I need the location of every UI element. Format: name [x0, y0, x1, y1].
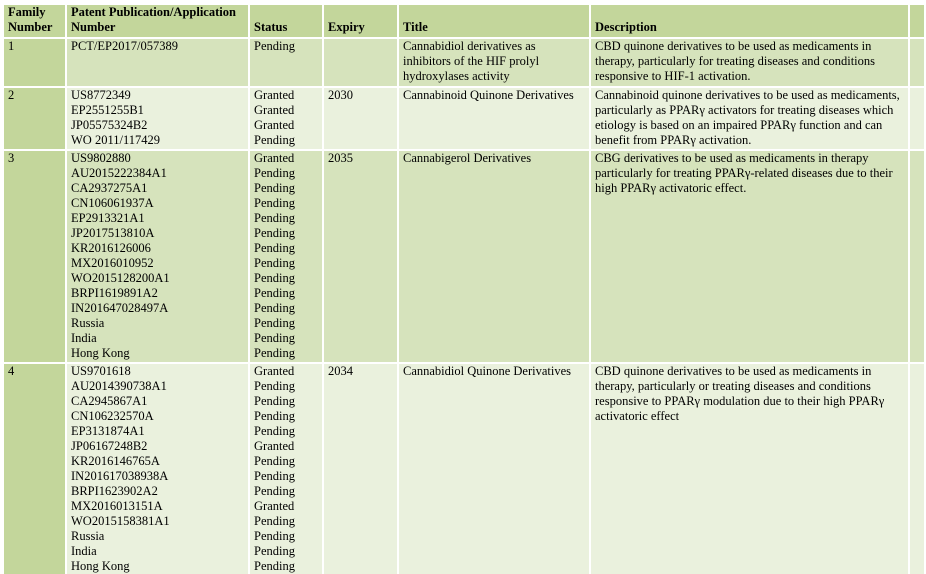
status-cell: Pending [249, 38, 323, 87]
row-edge-cell [909, 38, 925, 87]
table-row [3, 87, 925, 150]
table-row [3, 150, 925, 363]
patent-numbers-cell: US9802880 AU2015222384A1 CA2937275A1 CN106061937A EP2913321A1 JP2017513810A KR2016126006 MX2016010952 WO2015128200A1 BRPI1619891A2 IN201647028497A Russia India Hong Kong [66, 150, 249, 363]
column-header-description: Description [590, 4, 909, 38]
expiry-cell: 2035 [323, 150, 398, 363]
row-edge-cell [909, 363, 925, 574]
expiry-cell: 2034 [323, 363, 398, 574]
status-cell: Granted Granted Granted Pending [249, 87, 323, 150]
title-cell: Cannabinoid Quinone Derivatives [398, 87, 590, 150]
column-header-title: Title [398, 4, 590, 38]
title-cell: Cannabigerol Derivatives [398, 150, 590, 363]
column-header-patent-number: Patent Publication/Application Number [66, 4, 249, 38]
patent-numbers-cell: US8772349 EP2551255B1 JP05575324B2 WO 2011/117429 [66, 87, 249, 150]
family-number-cell: 3 [3, 150, 66, 363]
status-cell: Granted Pending Pending Pending Pending Granted Pending Pending Pending Granted Pending Pending Pending Pending [249, 363, 323, 574]
row-edge-cell [909, 87, 925, 150]
expiry-cell: 2030 [323, 87, 398, 150]
family-number-cell: 4 [3, 363, 66, 574]
column-header-family-number: Family Number [3, 4, 66, 38]
table-row [3, 38, 925, 87]
expiry-cell [323, 38, 398, 87]
patent-numbers-cell: US9701618 AU2014390738A1 CA2945867A1 CN106232570A EP3131874A1 JP06167248B2 KR2016146765A IN201617038938A BRPI1623902A2 MX2016013151A WO2015158381A1 Russia India Hong Kong [66, 363, 249, 574]
title-cell: Cannabidiol derivatives as inhibitors of the HIF prolyl hydroxylases activity [398, 38, 590, 87]
title-cell: Cannabidiol Quinone Derivatives [398, 363, 590, 574]
patent-numbers-cell: PCT/EP2017/057389 [66, 38, 249, 87]
description-cell: Cannabinoid quinone derivatives to be used as medicaments, particularly as PPARγ activators for treating diseases which etiology is based on an impaired PPARγ function and can benefit from PPARγ activation. [590, 87, 909, 150]
family-number-cell: 2 [3, 87, 66, 150]
table-header-row [3, 4, 925, 38]
description-cell: CBD quinone derivatives to be used as medicaments in therapy, particularly for treating diseases and conditions responsive to HIF-1 activation. [590, 38, 909, 87]
description-cell: CBD quinone derivatives to be used as medicaments in therapy, particularly or treating diseases and conditions responsive to PPARγ modulation due to their high PPARγ activatoric effect [590, 363, 909, 574]
row-edge-cell [909, 150, 925, 363]
status-cell: Granted Pending Pending Pending Pending Pending Pending Pending Pending Pending Pending Pending Pending Pending [249, 150, 323, 363]
column-header-edge-sliver [909, 4, 925, 38]
patent-family-table [2, 3, 926, 574]
column-header-expiry: Expiry [323, 4, 398, 38]
table-row [3, 363, 925, 574]
column-header-status: Status [249, 4, 323, 38]
description-cell: CBG derivatives to be used as medicaments in therapy particularly for treating PPARγ-related diseases due to their high PPARγ activatoric effect. [590, 150, 909, 363]
family-number-cell: 1 [3, 38, 66, 87]
